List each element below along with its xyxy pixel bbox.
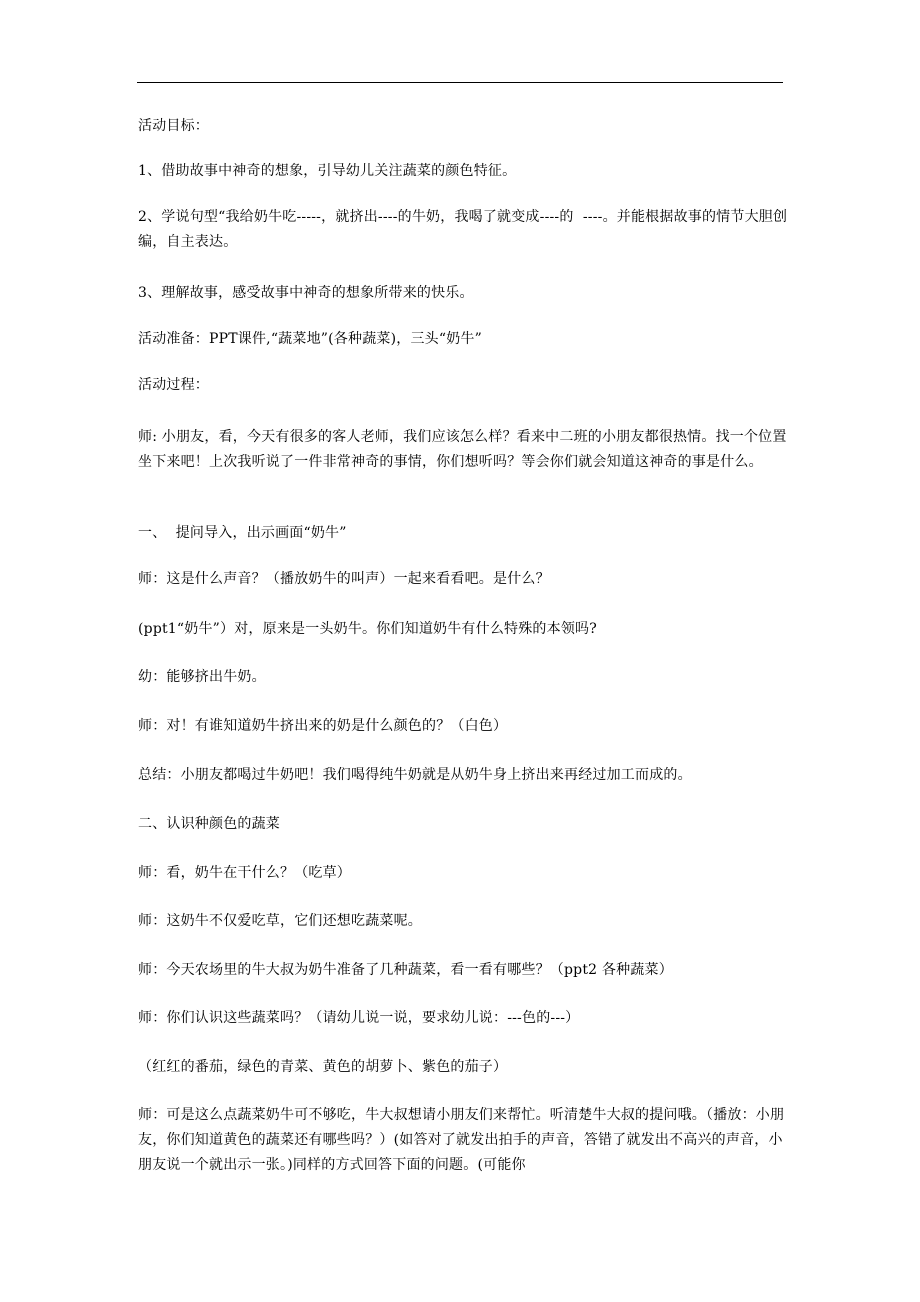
ppt1-cow: (ppt1“奶牛”）对，原来是一头奶牛。你们知道奶牛有什么特殊的本领吗? (138, 621, 597, 637)
header-rule (137, 82, 783, 83)
teacher-vegetables: 师：这奶牛不仅爱吃草，它们还想吃蔬菜呢。 (138, 913, 422, 929)
teacher-recognize: 师：你们认识这些蔬菜吗？（请幼儿说一说，要求幼儿说：---色的---） (138, 1010, 580, 1026)
goal-2: 2、学说句型“我给奶牛吃-----，就挤出----的牛奶，我喝了就变成----的 ----。并能根据故事的情节大胆创编，自主表达。 (138, 209, 788, 250)
child-answer-milk: 幼：能够挤出牛奶。 (138, 669, 266, 685)
teacher-ppt2: 师：今天农场里的牛大叔为奶牛准备了几种蔬菜，看一看有哪些？（ppt2 各种蔬菜） (138, 962, 673, 978)
step-2-heading: 二、认识种颜色的蔬菜 (138, 816, 280, 832)
teacher-cow-eating: 师：看，奶牛在干什么？（吃草） (138, 865, 351, 881)
summary: 总结：小朋友都喝过牛奶吧！我们喝得纯牛奶就是从奶牛身上挤出来再经过加工而成的。 (138, 767, 692, 783)
preparation: 活动准备：PPT课件,“蔬菜地”(各种蔬菜)，三头“奶牛” (138, 331, 482, 347)
vegetable-colors: （红红的番茄，绿色的青菜、黄色的胡萝卜、紫色的茄子） (138, 1059, 508, 1075)
teacher-question-color: 师：对！有谁知道奶牛挤出来的奶是什么颜色的？（白色） (138, 718, 508, 734)
section-heading-goals: 活动目标： (138, 118, 209, 134)
teacher-intro: 师: 小朋友，看，今天有很多的客人老师，我们应该怎么样？看来中二班的小朋友都很热情。找一个位置坐下来吧！上次我听说了一件非常神奇的事情，你们想听吗？等会你们就会知道这神奇的事是什么。 (138, 429, 787, 470)
goal-1: 1、借助故事中神奇的想象，引导幼儿关注蔬菜的颜色特征。 (138, 163, 517, 179)
step-1-heading: 一、 提问导入，出示画面“奶牛” (138, 525, 347, 541)
section-heading-process: 活动过程： (138, 377, 209, 393)
goal-3: 3、理解故事，感受故事中神奇的想象所带来的快乐。 (138, 285, 474, 301)
teacher-question-sound: 师：这是什么声音？（播放奶牛的叫声）一起来看看吧。是什么？ (138, 571, 550, 587)
teacher-help-request: 师：可是这么点蔬菜奶牛可不够吃，牛大叔想请小朋友们来帮忙。听清楚牛大叔的提问哦。（播放：小朋友，你们知道黄色的蔬菜还有哪些吗？）(如答对了就发出拍手的声音，答错了就发出不高兴的声音，小朋友说一个就出示一张。)同样的方式回答下面的问题。(可能你 (138, 1107, 785, 1173)
